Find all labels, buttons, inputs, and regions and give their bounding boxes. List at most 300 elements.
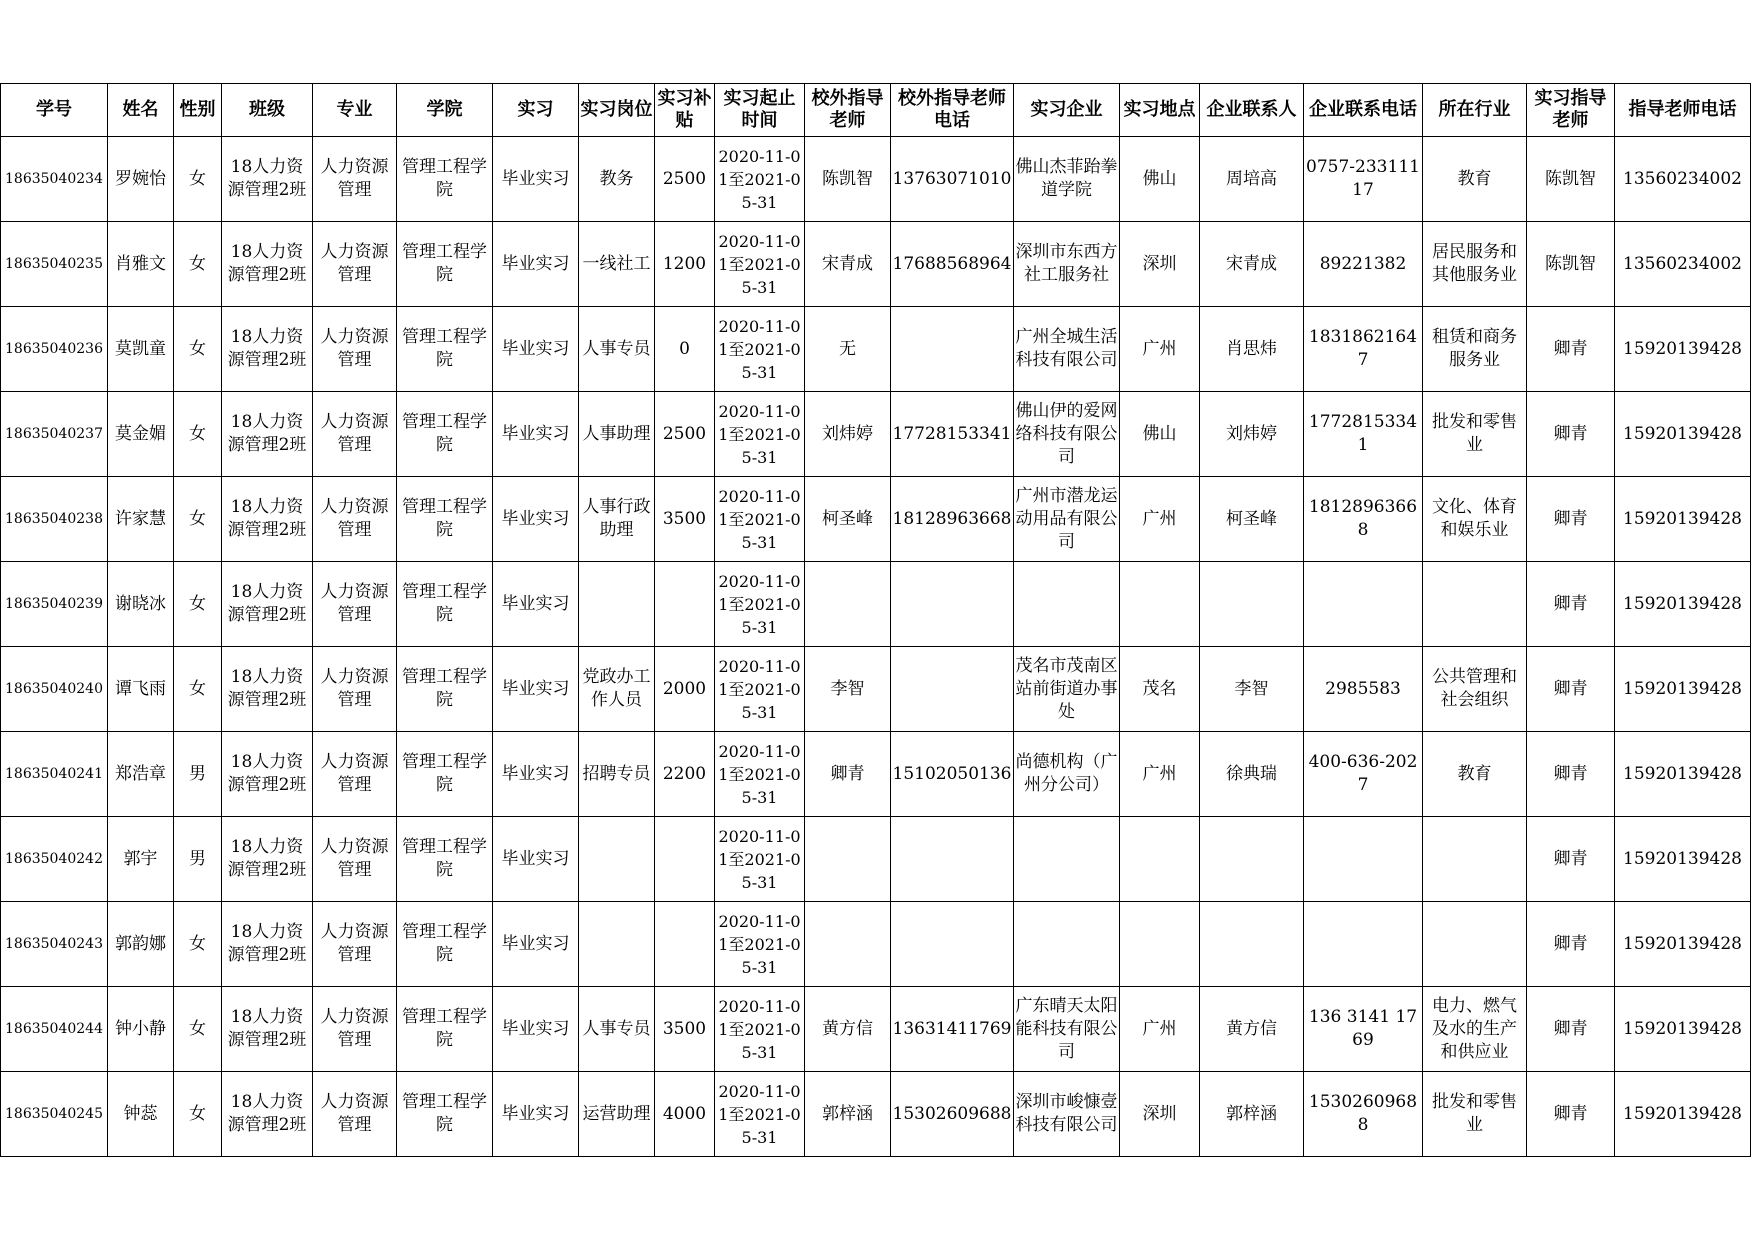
cell-text: 文化、体育和娱乐业 — [1432, 497, 1517, 540]
cell-text: 18人力资源管理2班 — [227, 157, 307, 200]
cell-text: 人力资源管理 — [320, 1092, 389, 1135]
column-header-internal-advisor-phone: 指导老师电话 — [1615, 84, 1751, 137]
cell-location — [1120, 137, 1200, 222]
cell-text: 茂名市茂南区站前街道办事处 — [1015, 655, 1118, 722]
cell-position — [579, 562, 655, 647]
cell-text: 卿青 — [830, 763, 865, 784]
cell-text: 卿青 — [1553, 1103, 1588, 1124]
cell-internship-type — [493, 902, 579, 987]
cell-text: 宋青成 — [1226, 253, 1277, 274]
cell-text: 13560234002 — [1623, 253, 1742, 274]
cell-class — [222, 392, 313, 477]
cell-text: 人力资源管理 — [320, 667, 389, 710]
cell-external-advisor-phone — [891, 562, 1014, 647]
cell-text: 人事专员 — [582, 338, 651, 359]
cell-external-advisor — [805, 647, 891, 732]
cell-text: 18635040244 — [5, 1020, 103, 1037]
cell-gender — [174, 562, 222, 647]
cell-stipend — [655, 137, 715, 222]
cell-text: 无 — [839, 338, 856, 359]
cell-location — [1120, 222, 1200, 307]
cell-text: 18人力资源管理2班 — [227, 1007, 307, 1050]
cell-external-advisor — [805, 477, 891, 562]
cell-major — [313, 817, 397, 902]
cell-text: 柯圣峰 — [822, 508, 873, 529]
column-header-period: 实习起止时间 — [715, 84, 805, 137]
cell-text: 管理工程学院 — [402, 1092, 487, 1135]
cell-company — [1014, 732, 1120, 817]
cell-text: 黄方信 — [822, 1018, 873, 1039]
cell-external-advisor-phone — [891, 647, 1014, 732]
cell-major — [313, 647, 397, 732]
cell-text: 18318621647 — [1308, 327, 1418, 370]
cell-student-id — [1, 562, 108, 647]
cell-text: 女 — [189, 1018, 206, 1039]
cell-text: 18635040238 — [5, 510, 103, 527]
cell-student-id — [1, 647, 108, 732]
table-row — [1, 562, 1751, 647]
cell-class — [222, 647, 313, 732]
cell-position — [579, 1072, 655, 1157]
cell-text: 3500 — [662, 508, 707, 529]
cell-company — [1014, 1072, 1120, 1157]
cell-internship-type — [493, 477, 579, 562]
cell-internship-type — [493, 307, 579, 392]
cell-gender — [174, 1072, 222, 1157]
cell-text: 18635040236 — [5, 340, 103, 357]
cell-text: 毕业实习 — [501, 253, 570, 274]
column-header-company: 实习企业 — [1014, 84, 1120, 137]
cell-text: 李智 — [830, 678, 865, 699]
cell-period — [715, 647, 805, 732]
cell-text: 15920139428 — [1623, 1103, 1742, 1124]
cell-text: 毕业实习 — [501, 168, 570, 189]
cell-text: 18635040235 — [5, 255, 103, 272]
table-row — [1, 987, 1751, 1072]
cell-gender — [174, 222, 222, 307]
cell-text: 18人力资源管理2班 — [227, 922, 307, 965]
cell-gender — [174, 647, 222, 732]
cell-text: 女 — [189, 1103, 206, 1124]
cell-text: 18人力资源管理2班 — [227, 582, 307, 625]
table-row — [1, 137, 1751, 222]
cell-internal-advisor — [1527, 987, 1615, 1072]
cell-text: 运营助理 — [582, 1103, 651, 1124]
cell-text: 人力资源管理 — [320, 157, 389, 200]
cell-text: 许家慧 — [115, 508, 166, 529]
cell-company-phone — [1304, 307, 1423, 392]
column-header-college: 学院 — [397, 84, 493, 137]
table-row — [1, 647, 1751, 732]
cell-text: 17728153341 — [1308, 412, 1418, 455]
cell-text: 17688568964 — [892, 253, 1012, 274]
cell-text: 毕业实习 — [501, 1018, 570, 1039]
cell-text: 茂名 — [1142, 678, 1177, 699]
cell-name — [108, 137, 174, 222]
cell-internal-advisor — [1527, 1072, 1615, 1157]
cell-text: 13763071010 — [892, 168, 1012, 189]
cell-text: 卿青 — [1553, 593, 1588, 614]
cell-period — [715, 987, 805, 1072]
cell-stipend — [655, 732, 715, 817]
column-header-industry: 所在行业 — [1423, 84, 1527, 137]
cell-stipend — [655, 647, 715, 732]
cell-text: 招聘专员 — [582, 763, 651, 784]
cell-text: 租赁和商务服务业 — [1432, 327, 1517, 370]
cell-text: 4000 — [662, 1103, 707, 1124]
cell-text: 2985583 — [1325, 678, 1401, 699]
cell-internal-advisor-phone — [1615, 137, 1751, 222]
cell-text: 女 — [189, 508, 206, 529]
cell-period — [715, 137, 805, 222]
cell-text: 管理工程学院 — [402, 1007, 487, 1050]
cell-text: 人事助理 — [582, 423, 651, 444]
cell-student-id — [1, 817, 108, 902]
cell-gender — [174, 307, 222, 392]
cell-text: 肖思炜 — [1226, 338, 1277, 359]
cell-text: 2020-11-01至2021-05-31 — [718, 741, 801, 807]
cell-class — [222, 987, 313, 1072]
cell-external-advisor — [805, 732, 891, 817]
cell-external-advisor — [805, 222, 891, 307]
cell-text: 陈凯智 — [822, 168, 873, 189]
cell-internal-advisor — [1527, 307, 1615, 392]
cell-industry — [1423, 902, 1527, 987]
cell-text: 0757-23311117 — [1306, 157, 1420, 200]
cell-company — [1014, 902, 1120, 987]
cell-company — [1014, 307, 1120, 392]
cell-text: 人事专员 — [582, 1018, 651, 1039]
cell-text: 13560234002 — [1623, 168, 1742, 189]
cell-major — [313, 477, 397, 562]
cell-text: 人力资源管理 — [320, 752, 389, 795]
cell-text: 2020-11-01至2021-05-31 — [718, 486, 801, 552]
cell-text: 罗婉怡 — [115, 168, 166, 189]
cell-internal-advisor-phone — [1615, 1072, 1751, 1157]
cell-position — [579, 392, 655, 477]
cell-text: 15920139428 — [1623, 763, 1742, 784]
table-row — [1, 1072, 1751, 1157]
cell-text: 管理工程学院 — [402, 242, 487, 285]
column-header-internal-advisor: 实习指导老师 — [1527, 84, 1615, 137]
cell-text: 周培高 — [1226, 168, 1277, 189]
column-header-position: 实习岗位 — [579, 84, 655, 137]
cell-position — [579, 222, 655, 307]
cell-text: 管理工程学院 — [402, 667, 487, 710]
cell-text: 18人力资源管理2班 — [227, 667, 307, 710]
cell-industry — [1423, 477, 1527, 562]
cell-text: 2020-11-01至2021-05-31 — [718, 996, 801, 1062]
cell-external-advisor-phone — [891, 307, 1014, 392]
cell-text: 谢晓冰 — [115, 593, 166, 614]
cell-text: 2020-11-01至2021-05-31 — [718, 316, 801, 382]
column-header-external-advisor-phone: 校外指导老师电话 — [891, 84, 1014, 137]
cell-text: 一线社工 — [582, 253, 651, 274]
cell-industry — [1423, 392, 1527, 477]
cell-company-contact — [1200, 307, 1304, 392]
cell-stipend — [655, 902, 715, 987]
cell-text: 人力资源管理 — [320, 412, 389, 455]
cell-text: 佛山伊的爱网络科技有限公司 — [1015, 400, 1118, 467]
cell-text: 广州市潜龙运动用品有限公司 — [1015, 485, 1118, 552]
cell-location — [1120, 1072, 1200, 1157]
cell-internal-advisor-phone — [1615, 817, 1751, 902]
cell-college — [397, 222, 493, 307]
table-row — [1, 307, 1751, 392]
cell-external-advisor — [805, 902, 891, 987]
cell-company-phone — [1304, 817, 1423, 902]
cell-text: 毕业实习 — [501, 338, 570, 359]
cell-text: 2020-11-01至2021-05-31 — [718, 911, 801, 977]
cell-period — [715, 477, 805, 562]
cell-name — [108, 732, 174, 817]
cell-text: 李智 — [1234, 678, 1269, 699]
cell-stipend — [655, 1072, 715, 1157]
cell-location — [1120, 732, 1200, 817]
cell-text: 15302609688 — [892, 1103, 1012, 1124]
cell-internal-advisor — [1527, 647, 1615, 732]
table-row — [1, 392, 1751, 477]
cell-text: 钟蕊 — [123, 1103, 158, 1124]
cell-position — [579, 817, 655, 902]
cell-class — [222, 817, 313, 902]
cell-company-contact — [1200, 817, 1304, 902]
column-header-name: 姓名 — [108, 84, 174, 137]
cell-period — [715, 562, 805, 647]
cell-industry — [1423, 137, 1527, 222]
cell-text: 18人力资源管理2班 — [227, 497, 307, 540]
cell-text: 佛山 — [1142, 423, 1177, 444]
cell-text: 18635040245 — [5, 1105, 103, 1122]
cell-company-phone — [1304, 137, 1423, 222]
cell-college — [397, 987, 493, 1072]
cell-class — [222, 732, 313, 817]
cell-text: 广州全城生活科技有限公司 — [1015, 327, 1118, 370]
cell-external-advisor-phone — [891, 392, 1014, 477]
cell-college — [397, 817, 493, 902]
cell-text: 深圳 — [1142, 253, 1177, 274]
cell-college — [397, 477, 493, 562]
cell-internal-advisor — [1527, 477, 1615, 562]
column-header-major: 专业 — [313, 84, 397, 137]
cell-college — [397, 307, 493, 392]
column-header-location: 实习地点 — [1120, 84, 1200, 137]
cell-text: 毕业实习 — [501, 593, 570, 614]
cell-text: 卿青 — [1553, 508, 1588, 529]
cell-text: 女 — [189, 253, 206, 274]
cell-major — [313, 392, 397, 477]
cell-stipend — [655, 987, 715, 1072]
cell-class — [222, 222, 313, 307]
cell-name — [108, 307, 174, 392]
cell-internship-type — [493, 137, 579, 222]
cell-text: 0 — [679, 338, 690, 359]
cell-text: 党政办工作人员 — [582, 667, 651, 710]
cell-text: 17728153341 — [892, 423, 1012, 444]
cell-industry — [1423, 987, 1527, 1072]
cell-name — [108, 392, 174, 477]
cell-text: 3500 — [662, 1018, 707, 1039]
cell-name — [108, 987, 174, 1072]
cell-text: 18人力资源管理2班 — [227, 327, 307, 370]
cell-text: 陈凯智 — [1545, 253, 1596, 274]
cell-text: 郭宇 — [123, 848, 158, 869]
cell-internship-type — [493, 562, 579, 647]
cell-company-contact — [1200, 987, 1304, 1072]
cell-text: 15920139428 — [1623, 508, 1742, 529]
cell-text: 广州 — [1142, 338, 1177, 359]
cell-text: 广州 — [1142, 1018, 1177, 1039]
cell-position — [579, 137, 655, 222]
cell-name — [108, 1072, 174, 1157]
cell-text: 毕业实习 — [501, 763, 570, 784]
cell-text: 人力资源管理 — [320, 922, 389, 965]
cell-text: 15920139428 — [1623, 593, 1742, 614]
cell-stipend — [655, 562, 715, 647]
table-row — [1, 222, 1751, 307]
cell-industry — [1423, 732, 1527, 817]
cell-text: 136 3141 1769 — [1308, 1007, 1418, 1050]
cell-internal-advisor — [1527, 222, 1615, 307]
cell-class — [222, 477, 313, 562]
cell-text: 18人力资源管理2班 — [227, 242, 307, 285]
cell-internship-type — [493, 987, 579, 1072]
cell-company-contact — [1200, 137, 1304, 222]
cell-text: 教育 — [1457, 763, 1492, 784]
cell-text: 15302609688 — [1308, 1092, 1418, 1135]
cell-text: 郑浩章 — [115, 763, 166, 784]
cell-gender — [174, 902, 222, 987]
cell-text: 管理工程学院 — [402, 752, 487, 795]
cell-company-phone — [1304, 1072, 1423, 1157]
cell-company-phone — [1304, 562, 1423, 647]
cell-text: 15102050136 — [892, 763, 1012, 784]
cell-company-contact — [1200, 732, 1304, 817]
cell-external-advisor — [805, 392, 891, 477]
cell-text: 1200 — [662, 253, 707, 274]
cell-position — [579, 902, 655, 987]
cell-gender — [174, 987, 222, 1072]
cell-student-id — [1, 477, 108, 562]
cell-gender — [174, 732, 222, 817]
cell-name — [108, 562, 174, 647]
cell-name — [108, 477, 174, 562]
cell-company-contact — [1200, 222, 1304, 307]
cell-period — [715, 902, 805, 987]
cell-text: 刘炜婷 — [822, 423, 873, 444]
cell-text: 女 — [189, 933, 206, 954]
cell-text: 卿青 — [1553, 423, 1588, 444]
cell-company — [1014, 817, 1120, 902]
cell-name — [108, 902, 174, 987]
cell-internship-type — [493, 647, 579, 732]
cell-company — [1014, 222, 1120, 307]
cell-external-advisor-phone — [891, 902, 1014, 987]
cell-text: 18635040240 — [5, 680, 103, 697]
column-header-internship-type: 实习 — [493, 84, 579, 137]
cell-company-phone — [1304, 222, 1423, 307]
cell-text: 15920139428 — [1623, 338, 1742, 359]
cell-text: 18635040234 — [5, 170, 103, 187]
cell-text: 女 — [189, 338, 206, 359]
cell-text: 广州 — [1142, 508, 1177, 529]
cell-gender — [174, 817, 222, 902]
cell-text: 89221382 — [1319, 253, 1407, 274]
cell-external-advisor-phone — [891, 222, 1014, 307]
cell-location — [1120, 477, 1200, 562]
cell-text: 尚德机构（广州分公司） — [1015, 752, 1118, 795]
cell-industry — [1423, 647, 1527, 732]
cell-text: 管理工程学院 — [402, 157, 487, 200]
cell-text: 人力资源管理 — [320, 497, 389, 540]
cell-company-phone — [1304, 477, 1423, 562]
cell-college — [397, 732, 493, 817]
cell-internal-advisor — [1527, 902, 1615, 987]
cell-position — [579, 987, 655, 1072]
cell-location — [1120, 987, 1200, 1072]
cell-external-advisor — [805, 307, 891, 392]
column-header-student-id: 学号 — [1, 84, 108, 137]
cell-period — [715, 817, 805, 902]
cell-external-advisor — [805, 1072, 891, 1157]
cell-internal-advisor-phone — [1615, 732, 1751, 817]
cell-text: 18人力资源管理2班 — [227, 412, 307, 455]
cell-text: 18635040243 — [5, 935, 103, 952]
cell-external-advisor — [805, 562, 891, 647]
cell-company — [1014, 562, 1120, 647]
cell-internal-advisor-phone — [1615, 392, 1751, 477]
cell-text: 卿青 — [1553, 933, 1588, 954]
cell-stipend — [655, 477, 715, 562]
cell-text: 毕业实习 — [501, 1103, 570, 1124]
cell-name — [108, 647, 174, 732]
cell-college — [397, 1072, 493, 1157]
cell-industry — [1423, 222, 1527, 307]
cell-location — [1120, 647, 1200, 732]
cell-text: 广东晴天太阳能科技有限公司 — [1015, 995, 1118, 1062]
column-header-class: 班级 — [222, 84, 313, 137]
cell-text: 卿青 — [1553, 338, 1588, 359]
cell-internship-type — [493, 732, 579, 817]
cell-student-id — [1, 1072, 108, 1157]
cell-text: 400-636-2027 — [1308, 752, 1418, 795]
cell-student-id — [1, 137, 108, 222]
cell-text: 女 — [189, 423, 206, 444]
cell-internship-type — [493, 817, 579, 902]
cell-text: 18人力资源管理2班 — [227, 752, 307, 795]
cell-company — [1014, 137, 1120, 222]
cell-major — [313, 562, 397, 647]
cell-period — [715, 222, 805, 307]
cell-text: 13631411769 — [892, 1018, 1012, 1039]
cell-external-advisor — [805, 817, 891, 902]
cell-text: 18人力资源管理2班 — [227, 837, 307, 880]
cell-industry — [1423, 817, 1527, 902]
cell-text: 女 — [189, 168, 206, 189]
cell-location — [1120, 902, 1200, 987]
table-body — [1, 137, 1751, 1157]
cell-text: 毕业实习 — [501, 423, 570, 444]
cell-text: 管理工程学院 — [402, 837, 487, 880]
cell-external-advisor-phone — [891, 477, 1014, 562]
cell-company — [1014, 647, 1120, 732]
cell-major — [313, 1072, 397, 1157]
cell-name — [108, 222, 174, 307]
cell-text: 毕业实习 — [501, 678, 570, 699]
cell-text: 女 — [189, 678, 206, 699]
cell-text: 居民服务和其他服务业 — [1432, 242, 1517, 285]
cell-text: 18635040239 — [5, 595, 103, 612]
